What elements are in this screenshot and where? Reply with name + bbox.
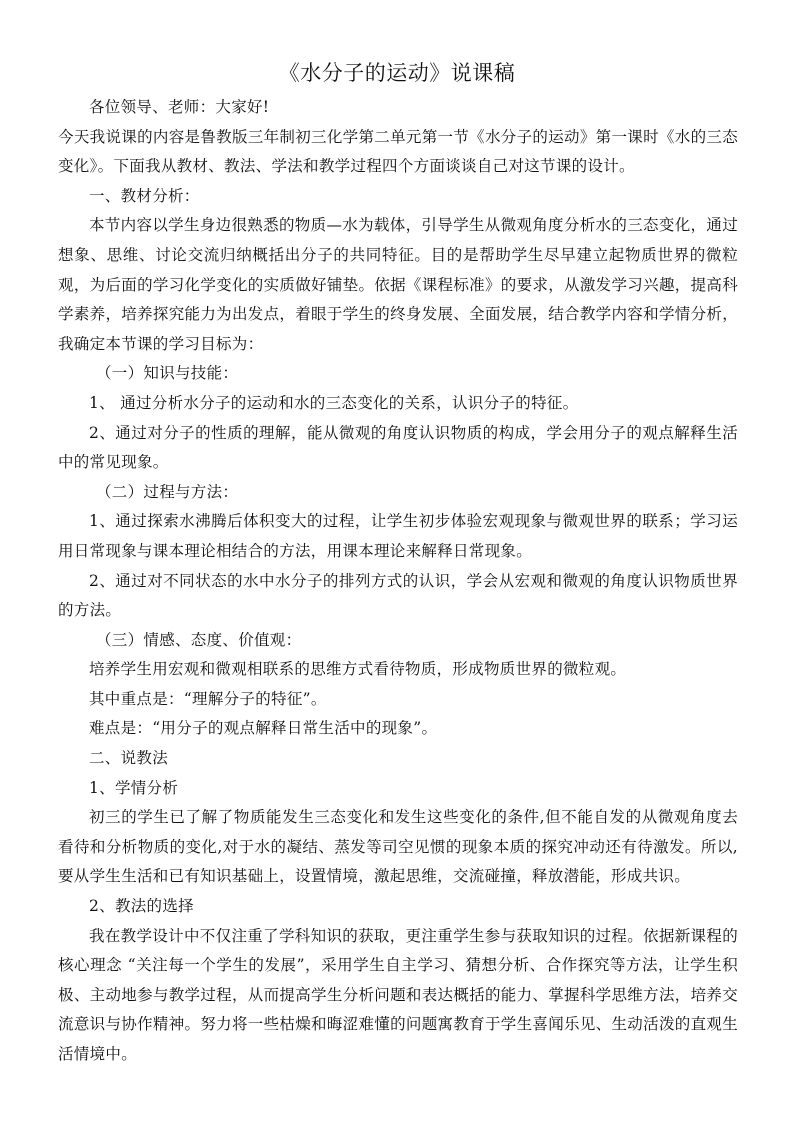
subheading-process: （二）过程与方法： xyxy=(96,482,239,501)
knowledge-item-1: 1、 通过分析水分子的运动和水的三态变化的关系，认识分子的特征。 xyxy=(89,393,579,412)
greeting-paragraph: 各位领导、老师：大家好! xyxy=(89,98,270,116)
section-heading-textbook: 一、教材分析： xyxy=(89,186,200,205)
subheading-method-choice: 2、教法的选择 xyxy=(89,897,194,916)
student-analysis-paragraph: 初三的学生已了解了物质能发生三态变化和发生这些变化的条件,但不能自发的从微观角度去看待和分析物质的变化,对于水的凝结、蒸发等司空见惯的现象本质的探究冲动还有待激发。所以,要从学生生活和已有知识基础上，设置情境，激起思维，交流碰撞，释放潜能，形成共识。 xyxy=(58,808,738,886)
section-heading-teaching-method: 二、说教法 xyxy=(89,749,169,768)
document-title: 《水分子的运动》说课稿 xyxy=(278,61,516,85)
intro-paragraph: 今天我说课的内容是鲁教版三年制初三化学第二单元第一节《水分子的运动》第一课时《水的三态变化》。下面我从教材、教法、学法和教学过程四个方面谈谈自己对这节课的设计。 xyxy=(58,127,738,176)
method-choice-paragraph: 我在教学设计中不仅注重了学科知识的获取，更注重学生参与获取知识的过程。依据新课程的核心理念 “关注每一个学生的发展”，采用学生自主学习、猜想分析、合作探究等方法，让学生积极、主动地参与教学过程，从而提高学生分析问题和表达概括的能力、掌握科学思维方法，培养交流意识与协作精神。努力将一些枯燥和晦涩难懂的问题寓教育于学生喜闻乐见、生动活泼的直观生活情境中。 xyxy=(58,926,738,1063)
difficult-point-paragraph: 难点是：“用分子的观点解释日常生活中的现象”。 xyxy=(89,719,438,738)
document-body xyxy=(58,93,738,1070)
knowledge-item-2: 2、通过对分子的性质的理解，能从微观的角度认识物质的构成，学会用分子的观点解释生活中的常见现象。 xyxy=(58,423,738,472)
process-item-1: 1、通过探索水沸腾后体积变大的过程，让学生初步体验宏观现象与微观世界的联系；学习运用日常现象与课本理论相结合的方法，用课本理论来解释日常现象。 xyxy=(58,512,738,560)
subheading-knowledge: （一）知识与技能： xyxy=(96,364,239,383)
values-paragraph: 培养学生用宏观和微观相联系的思维方式看待物质，形成物质世界的微粒观。 xyxy=(89,660,627,679)
subheading-student-analysis: 1、学情分析 xyxy=(89,778,179,797)
key-point-paragraph: 其中重点是：“理解分子的特征”。 xyxy=(89,689,327,708)
subheading-values: （三）情感、态度、价值观： xyxy=(96,630,302,649)
process-item-2: 2、通过对不同状态的水中水分子的排列方式的认识，学会从宏观和微观的角度认识物质世界的方法。 xyxy=(58,571,738,620)
textbook-analysis-paragraph: 本节内容以学生身边很熟悉的物质—水为载体，引导学生从微观角度分析水的三态变化，通过想象、思维、讨论交流归纳概括出分子的共同特征。目的是帮助学生尽早建立起物质世界的微粒观，为后面的学习化学变化的实质做好铺垫。依据《课程标准》的要求，从激发学习兴趣，提高科学素养，培养探究能力为出发点，着眼于学生的终身发展、全面发展，结合教学内容和学情分析，我确定本节课的学习目标为： xyxy=(58,216,738,353)
